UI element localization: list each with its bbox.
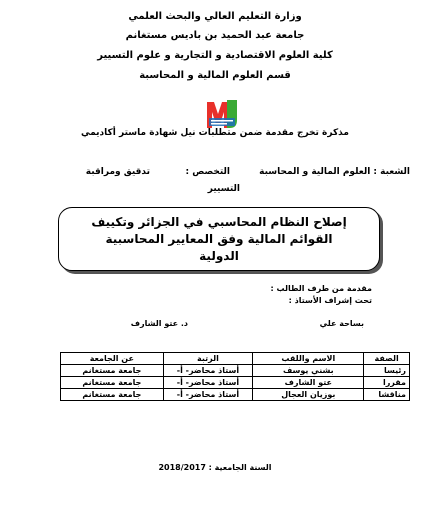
member-university: جامعة مستغانم <box>61 389 164 401</box>
header-university: عن الجامعة <box>61 353 164 365</box>
supervisor-name: د. عتو الشارف <box>130 319 188 328</box>
table-row <box>61 389 410 401</box>
member-rank: أستاذ محاضر- أ- <box>163 377 253 389</box>
student-name: بساحة علي <box>319 319 364 328</box>
member-rank: أستاذ محاضر- أ- <box>163 365 253 377</box>
member-role: رئيسا <box>364 365 410 377</box>
committee-table <box>60 352 410 401</box>
branch-label: الشعبة : العلوم المالية و المحاسبة <box>259 167 410 177</box>
university-line: جامعة عبد الحميد بن باديس مستغانم <box>125 30 305 41</box>
committee-header-row <box>61 353 410 365</box>
header-rank: الرتبة <box>163 353 253 365</box>
member-rank: أستاذ محاضر- أ- <box>163 389 253 401</box>
specialty-value: تدقيق ومراقبة <box>85 167 150 177</box>
supervised-by-label: تحت إشراف الأستاذ : <box>288 296 372 305</box>
thesis-title-box <box>58 207 380 271</box>
specialty-label: التخصص : <box>185 167 230 177</box>
table-row <box>61 365 410 377</box>
member-university: جامعة مستغانم <box>61 365 164 377</box>
member-name: بوزيان العجال <box>253 389 364 401</box>
member-name: بشني يوسف <box>253 365 364 377</box>
department-line: قسم العلوم المالية و المحاسبة <box>139 70 291 81</box>
ministry-line: وزارة التعليم العالي والبحث العلمي <box>128 11 302 22</box>
member-role: مقررا <box>364 377 410 389</box>
specialty-value-cont: التسيير <box>207 184 240 194</box>
member-name: عتو الشارف <box>253 377 364 389</box>
header-role: الصفة <box>364 353 410 365</box>
thesis-type: مذكرة تخرج مقدمة ضمن متطلبات نيل شهادة ماستر أكاديمي <box>81 128 349 138</box>
header-name: الاسم واللقب <box>253 353 364 365</box>
faculty-line: كلية العلوم الاقتصادية و التجارية و علوم التسيير <box>97 50 333 61</box>
member-university: جامعة مستغانم <box>61 377 164 389</box>
table-row <box>61 377 410 389</box>
thesis-title: إصلاح النظام المحاسبي في الجزائر وتكييف القوائم المالية وفق المعايير المحاسبية الدولية <box>91 214 347 263</box>
presented-by-label: مقدمة من طرف الطالب : <box>270 284 372 293</box>
academic-year: السنة الجامعية : 2018/2017 <box>158 463 272 472</box>
member-role: مناقشا <box>364 389 410 401</box>
